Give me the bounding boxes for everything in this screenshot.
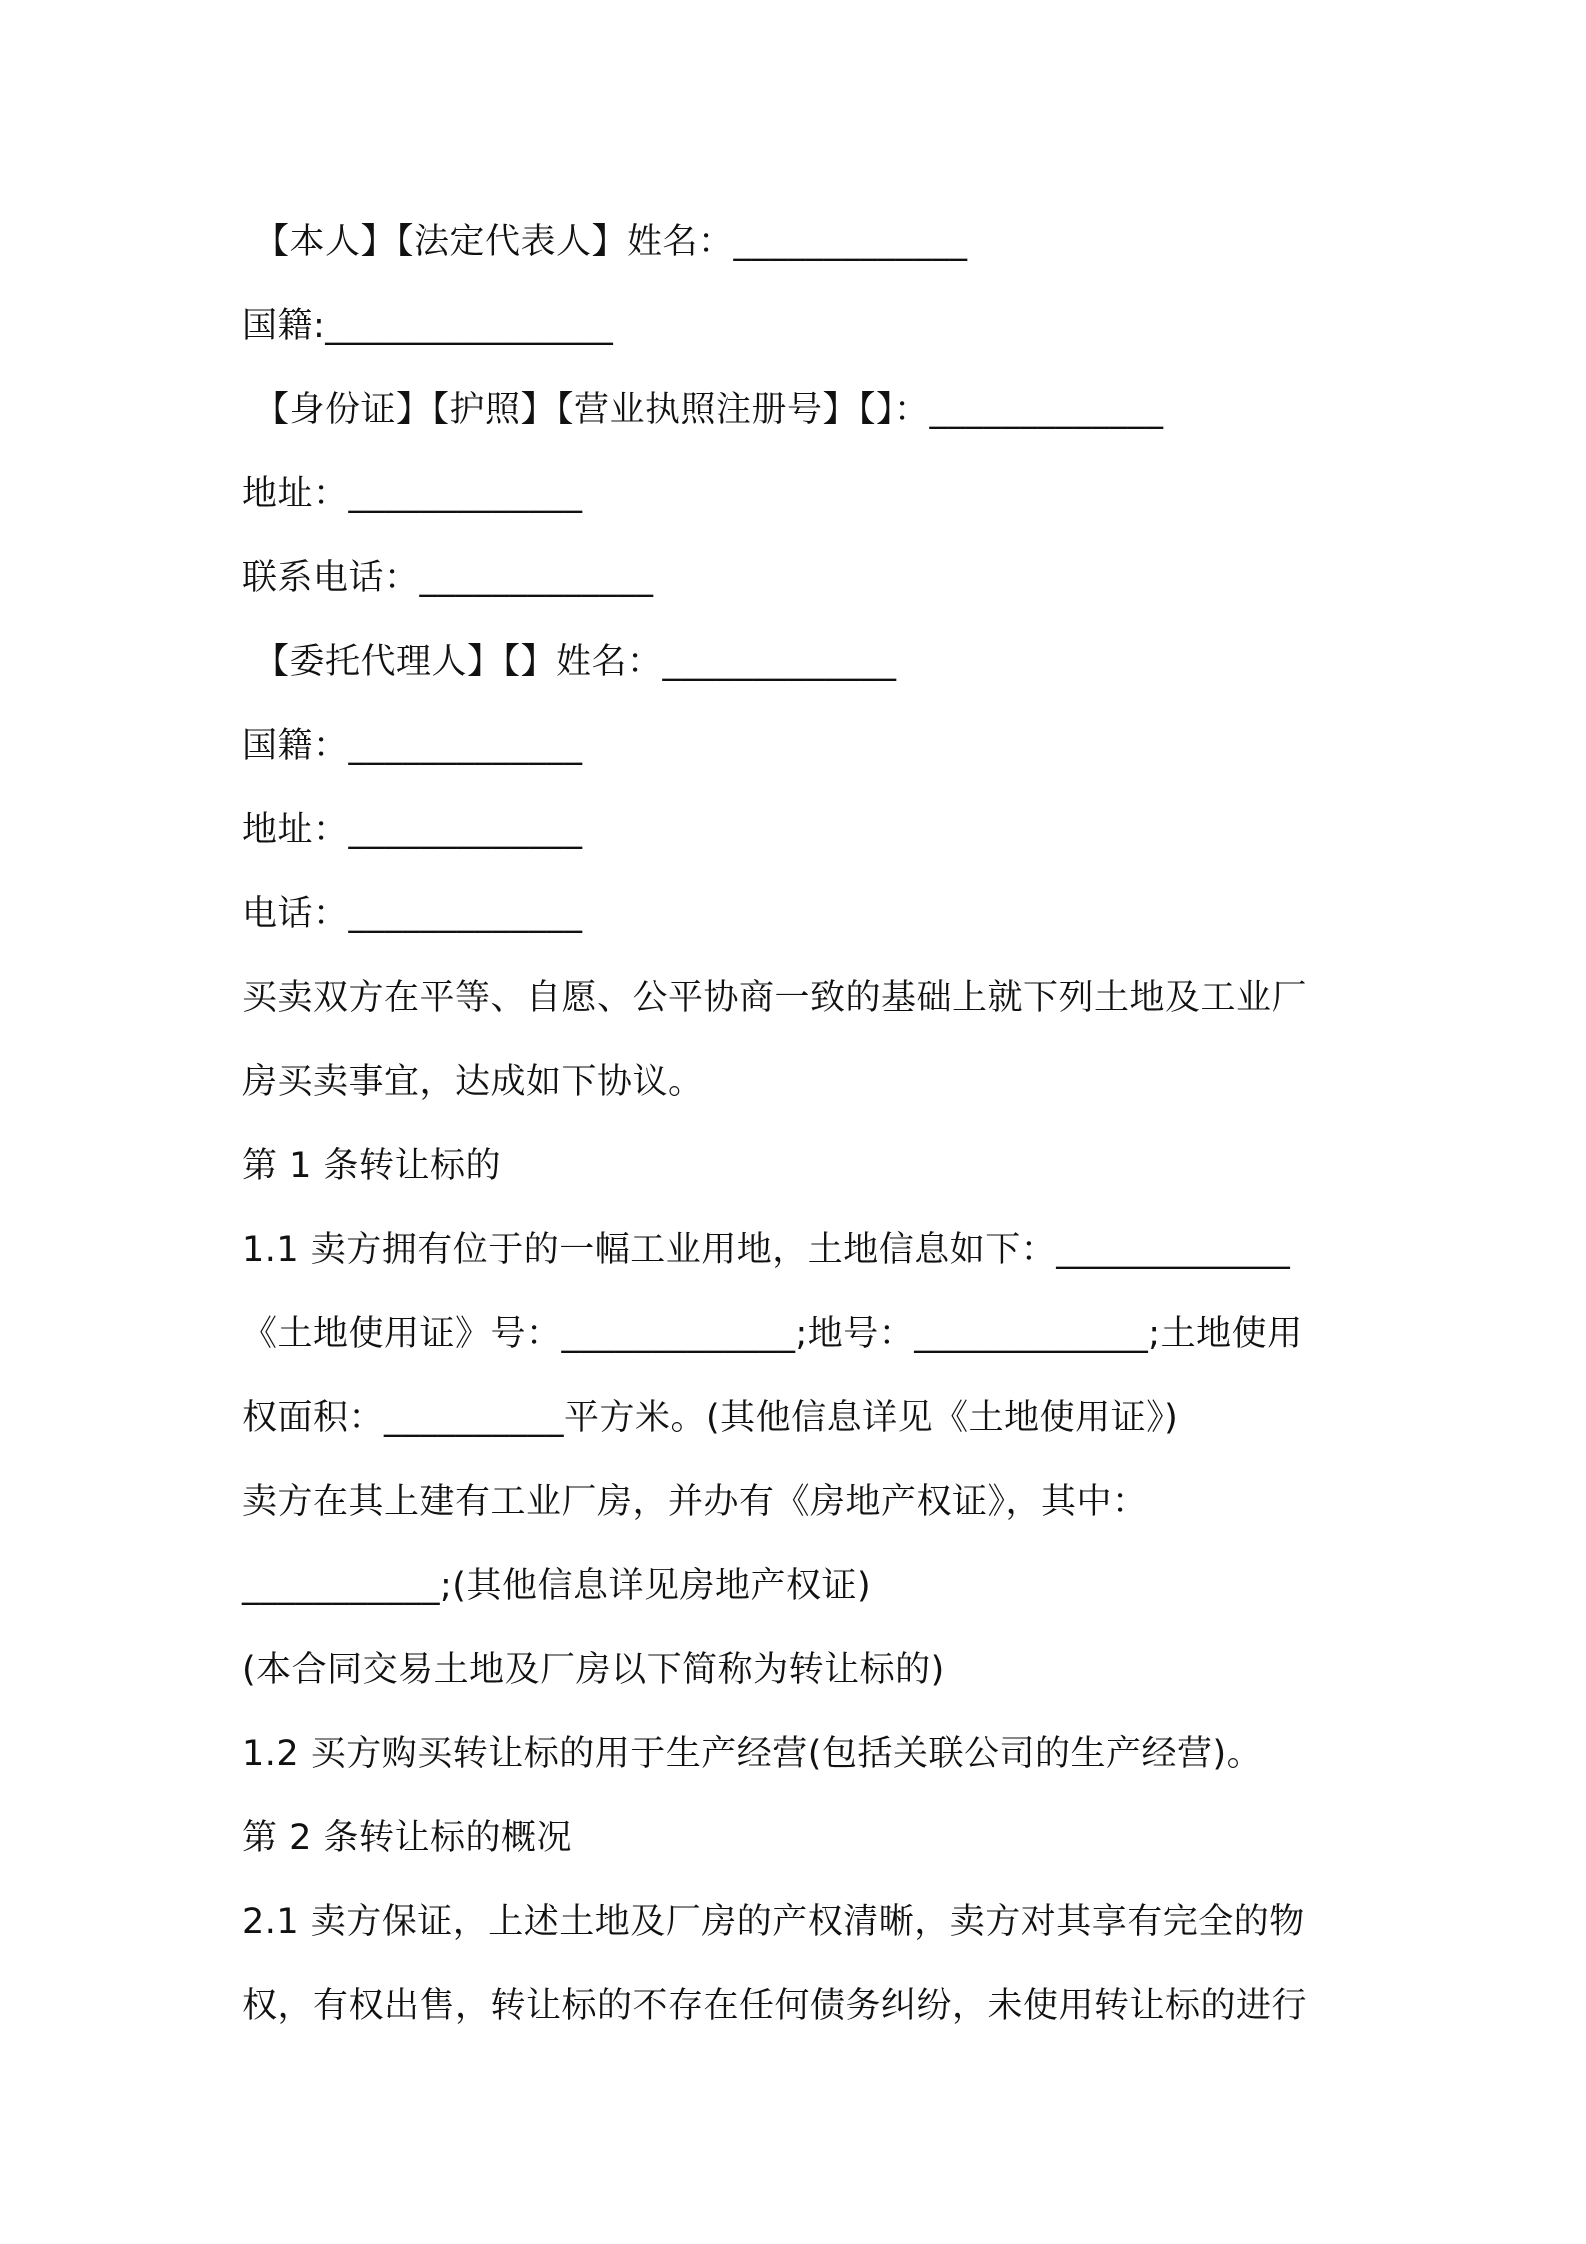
clause-1-1-note: (本合同交易土地及厂房以下简称为转让标的) bbox=[242, 1650, 945, 1690]
clause-1-1-line-4: 卖方在其上建有工业厂房，并办有《房地产权证》，其中： bbox=[242, 1482, 1148, 1522]
clause-1-1-line-3: 权面积：__________平方米。(其他信息详见《土地使用证》) bbox=[242, 1398, 1179, 1438]
clause-1-1-line-1: 1.1 卖方拥有位于的一幅工业用地，土地信息如下：_____________ bbox=[242, 1230, 1291, 1270]
contact-phone-line: 联系电话：_____________ bbox=[242, 558, 654, 598]
nationality-line: 国籍:________________ bbox=[242, 306, 614, 346]
agent-name-line: 【委托代理人】【】姓名：_____________ bbox=[254, 642, 897, 682]
clause-2-1-line-2: 权，有权出售，转让标的不存在任何债务纠纷，未使用转让标的进行 bbox=[242, 1986, 1308, 2026]
party-name-line: 【本人】【法定代表人】姓名：_____________ bbox=[254, 222, 968, 262]
clause-1-1-line-2: 《土地使用证》号：_____________;地号：_____________;土地使用 bbox=[242, 1314, 1303, 1354]
preamble-line-2: 房买卖事宜，达成如下协议。 bbox=[242, 1062, 704, 1102]
id-document-line: 【身份证】【护照】【营业执照注册号】【】：_____________ bbox=[254, 390, 1164, 430]
address-line: 地址：_____________ bbox=[242, 474, 583, 514]
contract-body bbox=[242, 200, 1362, 2048]
agent-phone-line: 电话：_____________ bbox=[242, 894, 583, 934]
agent-address-line: 地址：_____________ bbox=[242, 810, 583, 850]
article-1-heading: 第 1 条转让标的 bbox=[242, 1146, 502, 1186]
clause-1-1-line-5: ___________;(其他信息详见房地产权证) bbox=[242, 1566, 872, 1606]
article-2-heading: 第 2 条转让标的概况 bbox=[242, 1818, 573, 1858]
clause-2-1-line-1: 2.1 卖方保证，上述土地及厂房的产权清晰，卖方对其享有完全的物 bbox=[242, 1902, 1305, 1942]
agent-nationality-line: 国籍：_____________ bbox=[242, 726, 583, 766]
preamble-line-1: 买卖双方在平等、自愿、公平协商一致的基础上就下列土地及工业厂 bbox=[242, 978, 1308, 1018]
clause-1-2: 1.2 买方购买转让标的用于生产经营(包括关联公司的生产经营)。 bbox=[242, 1734, 1263, 1774]
